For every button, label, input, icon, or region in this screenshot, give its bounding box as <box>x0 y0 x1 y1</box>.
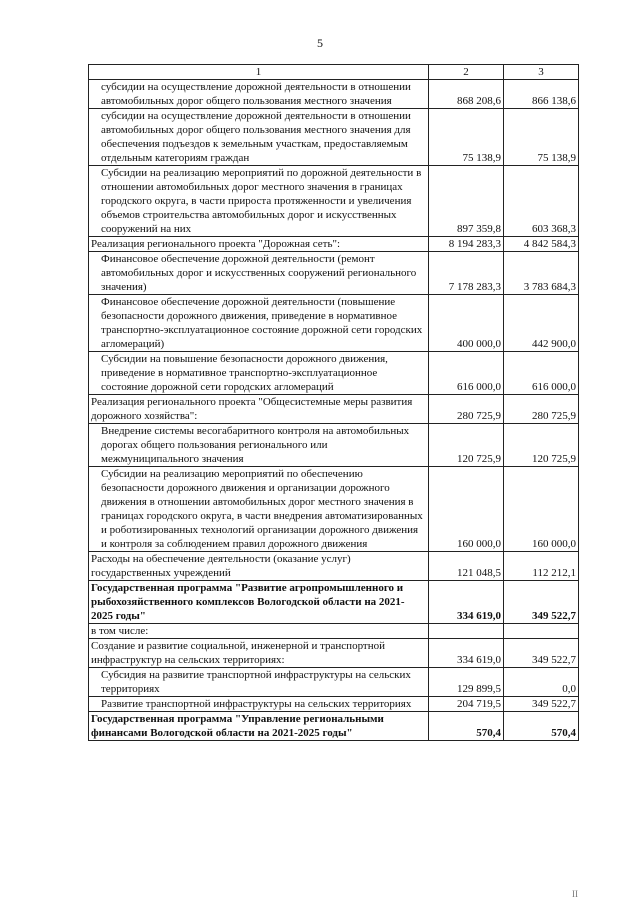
row-label: Субсидии на реализацию мероприятий по дорожной деятельности в отношении автомобильных дорог местного значения в границах городского округа, в части прироста протяженности и увеличения объемов строительства автомобильных дорог и искусственных сооружений на них <box>89 166 429 237</box>
row-value-col-3: 3 783 684,3 <box>504 252 579 295</box>
row-label: Развитие транспортной инфраструктуры на сельских территориях <box>89 697 429 712</box>
row-value-col-3: 866 138,6 <box>504 80 579 109</box>
row-value-col-2: 616 000,0 <box>429 352 504 395</box>
table-row <box>89 668 579 697</box>
row-value-col-2: 868 208,6 <box>429 80 504 109</box>
row-value-col-2: 121 048,5 <box>429 552 504 581</box>
table-row <box>89 552 579 581</box>
table-row <box>89 581 579 624</box>
row-value-col-2: 8 194 283,3 <box>429 237 504 252</box>
row-value-col-3: 349 522,7 <box>504 639 579 668</box>
row-label: Создание и развитие социальной, инженерной и транспортной инфраструктур на сельских территориях: <box>89 639 429 668</box>
row-value-col-3: 75 138,9 <box>504 109 579 166</box>
table-row <box>89 295 579 352</box>
table-row <box>89 80 579 109</box>
row-value-col-2: 160 000,0 <box>429 467 504 552</box>
budget-table-body <box>89 65 579 741</box>
row-value-col-2: 120 725,9 <box>429 424 504 467</box>
row-value-col-3: 442 900,0 <box>504 295 579 352</box>
header-col-1: 1 <box>89 65 429 80</box>
row-value-col-2: 400 000,0 <box>429 295 504 352</box>
table-row <box>89 109 579 166</box>
row-label: в том числе: <box>89 624 429 639</box>
row-value-col-3: 349 522,7 <box>504 697 579 712</box>
table-row <box>89 424 579 467</box>
row-value-col-2: 129 899,5 <box>429 668 504 697</box>
row-value-col-3: 120 725,9 <box>504 424 579 467</box>
row-value-col-3 <box>504 624 579 639</box>
row-label: Субсидии на реализацию мероприятий по обеспечению безопасности дорожного движения и организации дорожного движения в отношении автомобильных дорог местного значения в границах городского округа, в части внедрения автоматизированных и роботизированных технологий организации дорожного движения и контроля за соблюдением правил дорожного движения <box>89 467 429 552</box>
header-col-3: 3 <box>504 65 579 80</box>
row-label: Государственная программа "Развитие агропромышленного и рыбохозяйственного комплексов Вологодской области на 2021-2025 годы" <box>89 581 429 624</box>
row-label: Субсидия на развитие транспортной инфраструктуры на сельских территориях <box>89 668 429 697</box>
row-label: Государственная программа "Управление региональными финансами Вологодской области на 2021-2025 годы" <box>89 712 429 741</box>
page-number: 5 <box>317 36 323 50</box>
row-value-col-2: 334 619,0 <box>429 639 504 668</box>
table-row <box>89 252 579 295</box>
row-label: Внедрение системы весогабаритного контроля на автомобильных дорогах общего пользования регионального или межмуниципального значения <box>89 424 429 467</box>
row-value-col-2 <box>429 624 504 639</box>
header-col-2: 2 <box>429 65 504 80</box>
row-label: Реализация регионального проекта "Общесистемные меры развития дорожного хозяйства": <box>89 395 429 424</box>
table-row <box>89 395 579 424</box>
row-value-col-2: 897 359,8 <box>429 166 504 237</box>
table-row <box>89 697 579 712</box>
budget-table <box>88 64 579 741</box>
row-value-col-3: 4 842 584,3 <box>504 237 579 252</box>
table-row <box>89 624 579 639</box>
row-value-col-3: 616 000,0 <box>504 352 579 395</box>
table-row <box>89 467 579 552</box>
row-label: Финансовое обеспечение дорожной деятельности (ремонт автомобильных дорог и искусственных сооружений регионального значения) <box>89 252 429 295</box>
row-value-col-2: 75 138,9 <box>429 109 504 166</box>
table-row <box>89 237 579 252</box>
footer-mark: II <box>572 889 578 899</box>
table-header-row <box>89 65 579 80</box>
row-label: субсидии на осуществление дорожной деятельности в отношении автомобильных дорог общего пользования местного значения <box>89 80 429 109</box>
row-label: Финансовое обеспечение дорожной деятельности (повышение безопасности дорожного движения, приведение в нормативное транспортно-эксплуатационное состояние дорожной сети городских агломераций) <box>89 295 429 352</box>
table-row <box>89 352 579 395</box>
table-row <box>89 166 579 237</box>
row-value-col-2: 280 725,9 <box>429 395 504 424</box>
row-value-col-3: 112 212,1 <box>504 552 579 581</box>
row-value-col-2: 570,4 <box>429 712 504 741</box>
table-row <box>89 712 579 741</box>
row-value-col-3: 349 522,7 <box>504 581 579 624</box>
row-label: Реализация регионального проекта "Дорожная сеть": <box>89 237 429 252</box>
row-label: Субсидии на повышение безопасности дорожного движения, приведение в нормативное транспортно-эксплуатационное состояние дорожной сети городских агломераций <box>89 352 429 395</box>
row-value-col-2: 7 178 283,3 <box>429 252 504 295</box>
row-label: Расходы на обеспечение деятельности (оказание услуг) государственных учреждений <box>89 552 429 581</box>
row-value-col-3: 570,4 <box>504 712 579 741</box>
table-row <box>89 639 579 668</box>
row-value-col-3: 160 000,0 <box>504 467 579 552</box>
row-value-col-3: 280 725,9 <box>504 395 579 424</box>
row-value-col-2: 334 619,0 <box>429 581 504 624</box>
row-value-col-3: 603 368,3 <box>504 166 579 237</box>
row-value-col-3: 0,0 <box>504 668 579 697</box>
row-label: субсидии на осуществление дорожной деятельности в отношении автомобильных дорог общего пользования местного значения для обеспечения подъездов к земельным участкам, предоставляемым отдельным категориям граждан <box>89 109 429 166</box>
row-value-col-2: 204 719,5 <box>429 697 504 712</box>
